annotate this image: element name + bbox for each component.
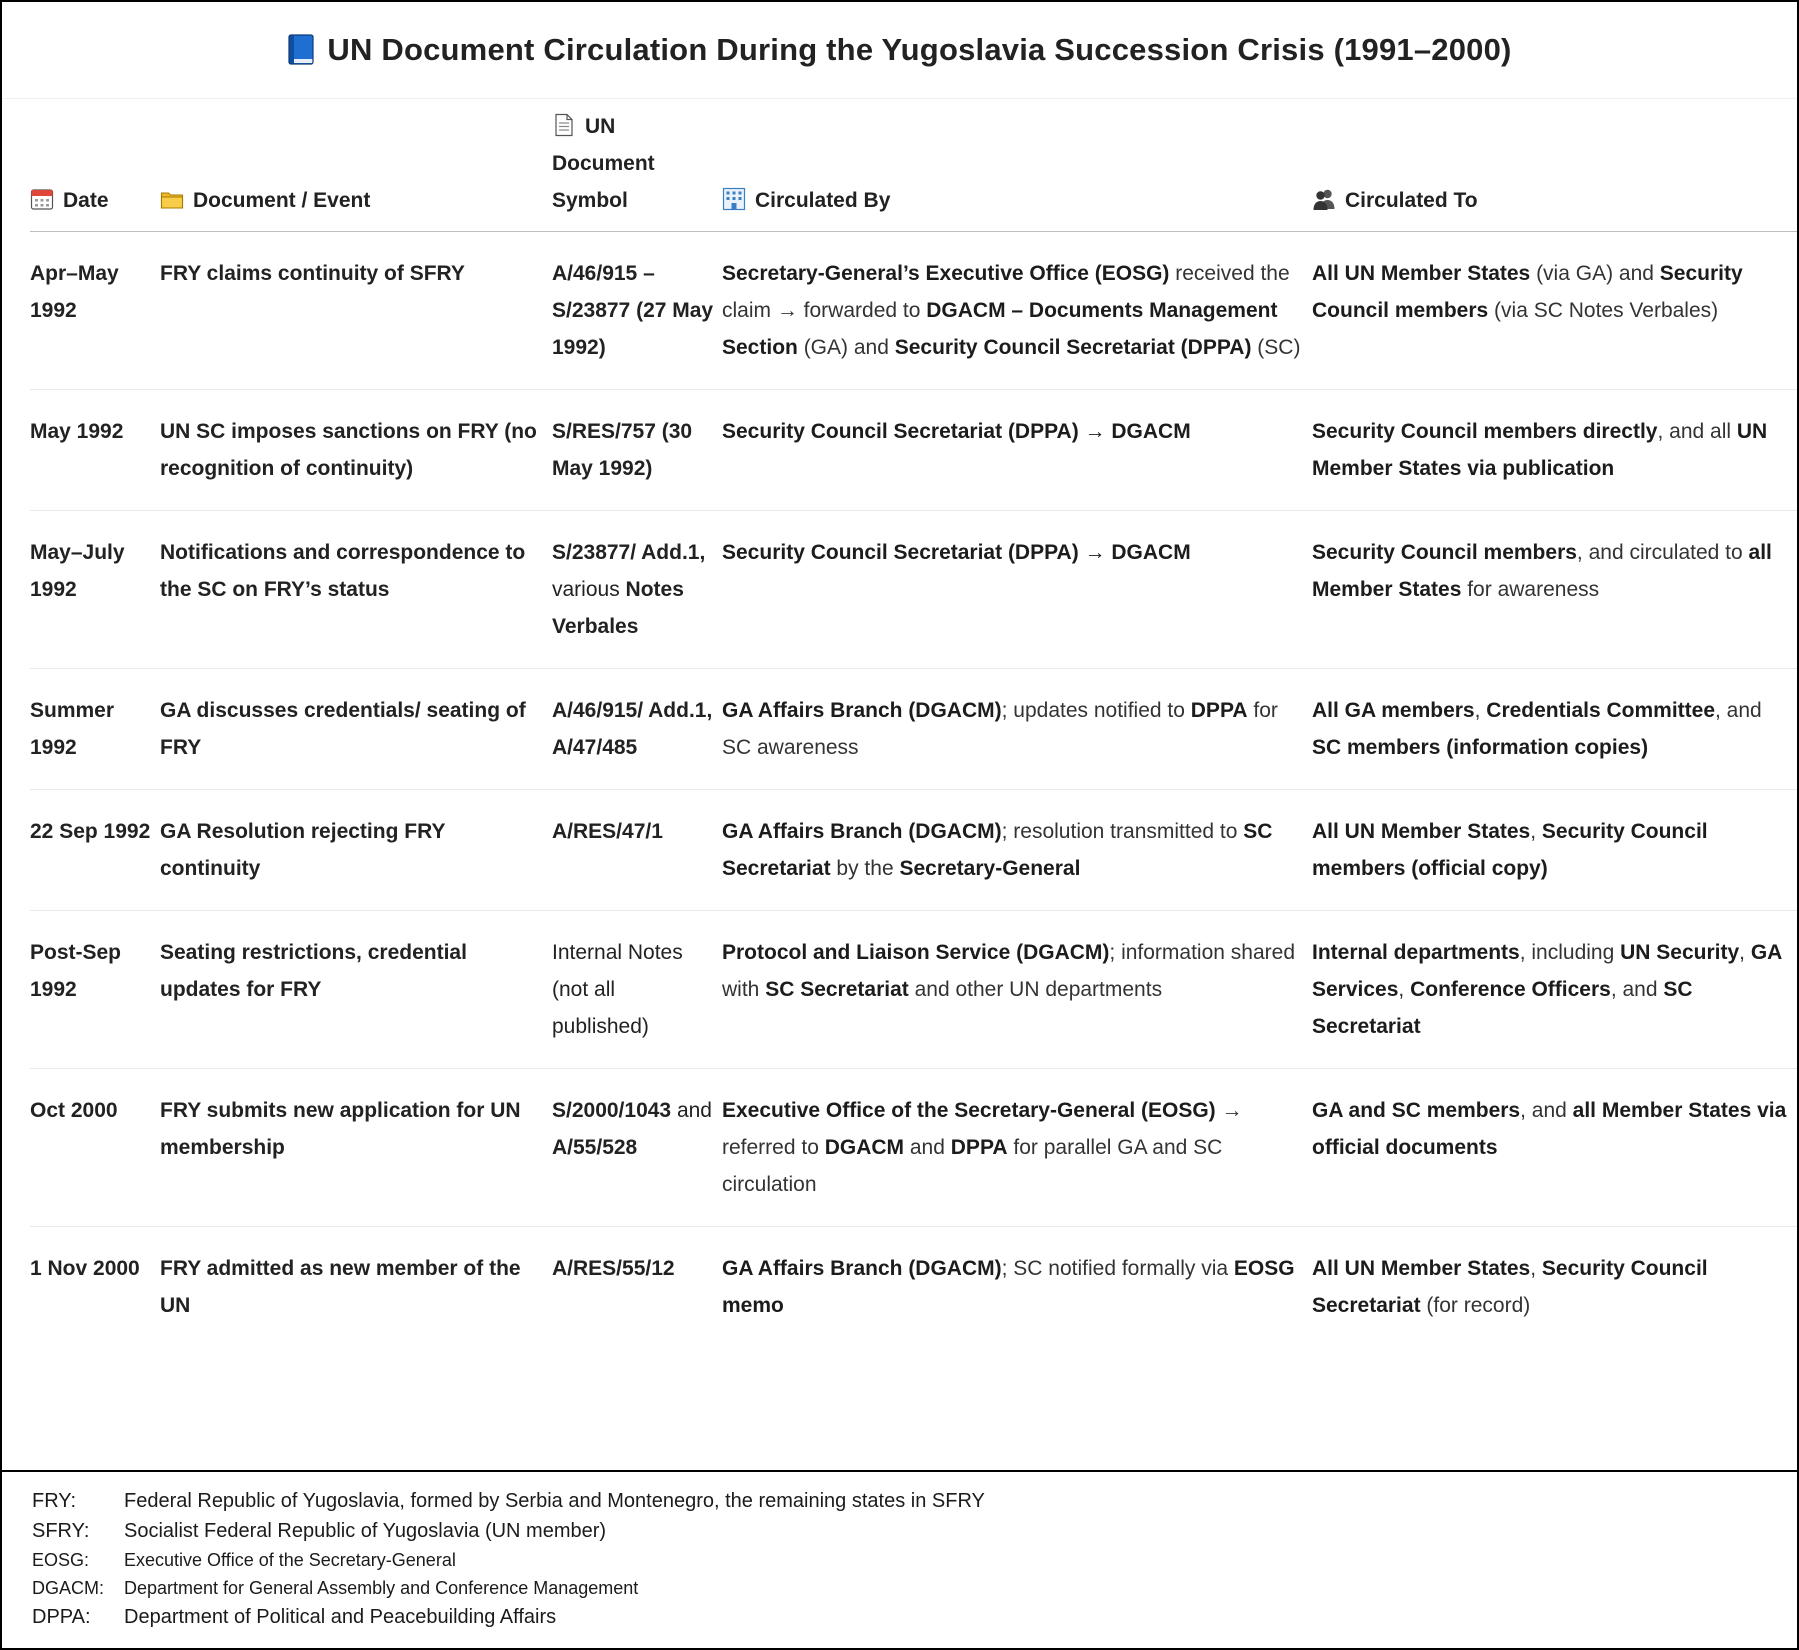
table-container <box>30 108 1797 1334</box>
header-circulated-to-label: Circulated To <box>1345 189 1478 212</box>
legend-item <box>32 1602 985 1632</box>
table-row <box>30 669 1797 790</box>
cell-symbol: S/RES/757 (30 May 1992) <box>552 390 722 511</box>
abbreviation-legend <box>32 1486 985 1632</box>
people-icon <box>1312 187 1336 211</box>
header-event <box>160 108 552 232</box>
table-header-row <box>30 108 1797 232</box>
cell-symbol: A/RES/55/12 <box>552 1257 675 1280</box>
legend-divider <box>2 1470 1797 1472</box>
cell-circulated-to: Security Council members directly, and all UN Member States via publication <box>1312 390 1797 511</box>
table-row <box>30 911 1797 1069</box>
legend-item <box>32 1546 985 1574</box>
legend-definition: Executive Office of the Secretary-General <box>124 1550 456 1570</box>
cell-event: UN SC imposes sanctions on FRY (no recognition of continuity) <box>160 390 552 511</box>
legend-definition: Department of Political and Peacebuilding Affairs <box>124 1606 557 1628</box>
cell-date: 1 Nov 2000 <box>30 1257 140 1280</box>
cell-date: Summer 1992 <box>30 669 160 790</box>
legend-definition: Socialist Federal Republic of Yugoslavia (UN member) <box>124 1520 607 1542</box>
legend-abbreviation: EOSG: <box>32 1550 90 1570</box>
cell-date: May 1992 <box>30 390 160 511</box>
cell-circulated-by: GA Affairs Branch (DGACM); updates notified to DPPA for SC awareness <box>722 669 1312 790</box>
legend-item <box>32 1516 985 1546</box>
page-title: UN Document Circulation During the Yugoslavia Succession Crisis (1991–2000) <box>327 32 1512 67</box>
header-symbol-label: UN Document Symbol <box>552 115 655 212</box>
header-date-label: Date <box>63 189 109 212</box>
cell-date: Oct 2000 <box>30 1069 160 1227</box>
cell-event: GA Resolution rejecting FRY continuity <box>160 790 552 911</box>
cell-circulated-by: Protocol and Liaison Service (DGACM); information shared with SC Secretariat and other UN departments <box>722 911 1312 1069</box>
table-row <box>30 232 1797 390</box>
folder-icon <box>160 187 184 211</box>
cell-symbol: A/46/915 – S/23877 (27 May 1992) <box>552 232 722 390</box>
cell-date: Apr–May 1992 <box>30 232 160 390</box>
cell-circulated-to: All UN Member States, Security Council Secretariat (for record) <box>1312 1257 1708 1317</box>
cell-circulated-by: GA Affairs Branch (DGACM); resolution transmitted to SC Secretariat by the Secretary-General <box>722 790 1312 911</box>
cell-date: May–July 1992 <box>30 511 160 669</box>
cell-circulated-by: Secretary-General’s Executive Office (EOSG) received the claim → forwarded to DGACM – Documents Management Section (GA) and Security Council Secretariat (DPPA) (SC) <box>722 232 1312 390</box>
legend-item <box>32 1486 985 1516</box>
table-row <box>30 1069 1797 1227</box>
cell-event: FRY submits new application for UN membership <box>160 1069 552 1227</box>
cell-circulated-by: Security Council Secretariat (DPPA) → DGACM <box>722 390 1312 511</box>
cell-date: Post-Sep 1992 <box>30 911 160 1069</box>
cell-symbol: S/2000/1043 and A/55/528 <box>552 1069 722 1227</box>
page-icon <box>552 113 576 137</box>
cell-circulated-by: Security Council Secretariat (DPPA) → DGACM <box>722 511 1312 669</box>
legend-abbreviation: FRY: <box>32 1490 77 1512</box>
cell-symbol: S/23877/ Add.1, various Notes Verbales <box>552 511 722 669</box>
cell-circulated-to: Security Council members, and circulated to all Member States for awareness <box>1312 511 1797 669</box>
header-circulated-by <box>722 108 1312 232</box>
cell-symbol: A/46/915/ Add.1, A/47/485 <box>552 669 722 790</box>
header-symbol <box>552 108 722 232</box>
table-body <box>30 232 1797 1335</box>
table-row <box>30 790 1797 911</box>
blue-book-icon <box>287 34 317 66</box>
cell-circulated-to: Internal departments, including UN Security, GA Services, Conference Officers, and SC Secretariat <box>1312 911 1797 1069</box>
cell-date: 22 Sep 1992 <box>30 790 160 911</box>
cell-event: FRY claims continuity of SFRY <box>160 232 552 390</box>
cell-event: FRY admitted as new member of the UN <box>160 1257 521 1317</box>
legend-abbreviation: DPPA: <box>32 1606 91 1628</box>
cell-circulated-to: All UN Member States, Security Council members (official copy) <box>1312 790 1797 911</box>
header-event-label: Document / Event <box>193 189 371 212</box>
title-bar <box>2 2 1797 99</box>
cell-circulated-to: All GA members, Credentials Committee, and SC members (information copies) <box>1312 669 1797 790</box>
cell-symbol: Internal Notes (not all published) <box>552 911 722 1069</box>
header-circulated-to <box>1312 108 1797 232</box>
legend-definition: Department for General Assembly and Conference Management <box>124 1578 639 1598</box>
table-row <box>30 1227 1797 1335</box>
table-row <box>30 511 1797 669</box>
cell-event: Seating restrictions, credential updates for FRY <box>160 911 552 1069</box>
cell-event: GA discusses credentials/ seating of FRY <box>160 669 552 790</box>
cell-event: Notifications and correspondence to the SC on FRY’s status <box>160 511 552 669</box>
legend-abbreviation: DGACM: <box>32 1578 104 1598</box>
circulation-table <box>30 108 1797 1334</box>
calendar-icon <box>30 187 54 211</box>
cell-circulated-by: GA Affairs Branch (DGACM); SC notified formally via EOSG memo <box>722 1257 1295 1317</box>
cell-symbol: A/RES/47/1 <box>552 790 722 911</box>
legend-definition: Federal Republic of Yugoslavia, formed by Serbia and Montenegro, the remaining states in SFRY <box>124 1490 985 1512</box>
table-row <box>30 390 1797 511</box>
legend-abbreviation: SFRY: <box>32 1520 90 1542</box>
cell-circulated-to: All UN Member States (via GA) and Security Council members (via SC Notes Verbales) <box>1312 232 1797 390</box>
page-title-wrap <box>287 32 1511 68</box>
cell-circulated-by: Executive Office of the Secretary-General (EOSG) → referred to DGACM and DPPA for parallel GA and SC circulation <box>722 1069 1312 1227</box>
legend-item <box>32 1574 985 1602</box>
cell-circulated-to: GA and SC members, and all Member States via official documents <box>1312 1069 1797 1227</box>
office-building-icon <box>722 187 746 211</box>
header-circulated-by-label: Circulated By <box>755 189 891 212</box>
header-date <box>30 108 160 232</box>
